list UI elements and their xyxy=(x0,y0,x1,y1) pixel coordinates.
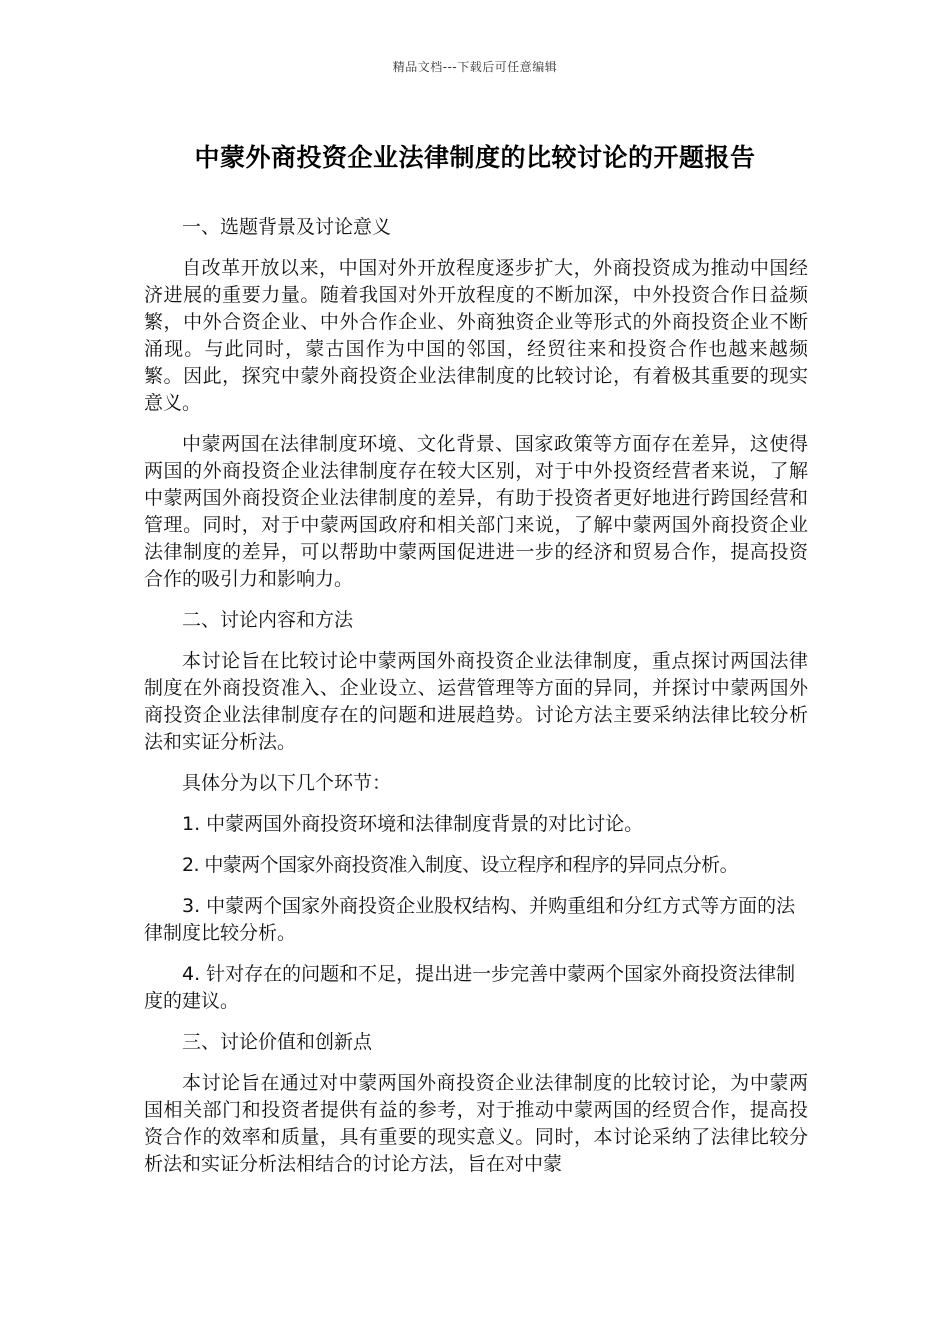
list-item: 3. 中蒙两个国家外商投资企业股权结构、并购重组和分红方式等方面的法律制度比较分析。 xyxy=(144,895,796,944)
paragraph-content-methods-2: 具体分为以下几个环节： xyxy=(182,772,392,794)
paragraph-background-2: 中蒙两国在法律制度环境、文化背景、国家政策等方面存在差异，这使得两国的外商投资企业法律制度存在较大区别，对于中外投资经营者来说，了解中蒙两国外商投资企业法律制度的差异，有助于投资者更好地进行跨国经营和管理。同时，对于中蒙两国政府和相关部门来说，了解中蒙两国外商投资企业法律制度的差异，可以帮助中蒙两国促进进一步的经济和贸易合作，提高投资合作的吸引力和影响力。 xyxy=(144,433,808,590)
section-heading-content-methods: 二、讨论内容和方法 xyxy=(182,609,354,631)
paragraph-value-innovation-1: 本讨论旨在通过对中蒙两国外商投资企业法律制度的比较讨论，为中蒙两国相关部门和投资者提供有益的参考，对于推动中蒙两国的经贸合作，提高投资合作的效率和质量，具有重要的现实意义。同时，本讨论采纳了法律比较分析法和实证分析法相结合的讨论方法，旨在对中蒙 xyxy=(144,1072,808,1175)
document-body xyxy=(144,214,808,1192)
list-item: 2. 中蒙两个国家外商投资准入制度、设立程序和程序的异同点分析。 xyxy=(182,854,738,876)
paragraph-content-methods-1: 本讨论旨在比较讨论中蒙两国外商投资企业法律制度，重点探讨两国法律制度在外商投资准入、企业设立、运营管理等方面的异同，并探讨中蒙两国外商投资企业法律制度存在的问题和进展趋势。讨论方法主要采纳法律比较分析法和实证分析法。 xyxy=(144,650,808,753)
section-heading-value-innovation: 三、讨论价值和创新点 xyxy=(182,1031,373,1053)
header-note: 精品文档---下载后可任意编辑 xyxy=(392,60,558,74)
section-heading-background: 一、选题背景及讨论意义 xyxy=(182,216,392,238)
document-title: 中蒙外商投资企业法律制度的比较讨论的开题报告 xyxy=(194,143,756,172)
list-item: 1. 中蒙两国外商投资环境和法律制度背景的对比讨论。 xyxy=(182,813,644,835)
paragraph-background-1: 自改革开放以来，中国对外开放程度逐步扩大，外商投资成为推动中国经济进展的重要力量。随着我国对外开放程度的不断加深，中外投资合作日益频繁，中外合资企业、中外合作企业、外商独资企业等形式的外商投资企业不断涌现。与此同时，蒙古国作为中国的邻国，经贸往来和投资合作也越来越频繁。因此，探究中蒙外商投资企业法律制度的比较讨论，有着极其重要的现实意义。 xyxy=(144,257,808,414)
list-item: 4. 针对存在的问题和不足，提出进一步完善中蒙两个国家外商投资法律制度的建议。 xyxy=(144,963,796,1012)
